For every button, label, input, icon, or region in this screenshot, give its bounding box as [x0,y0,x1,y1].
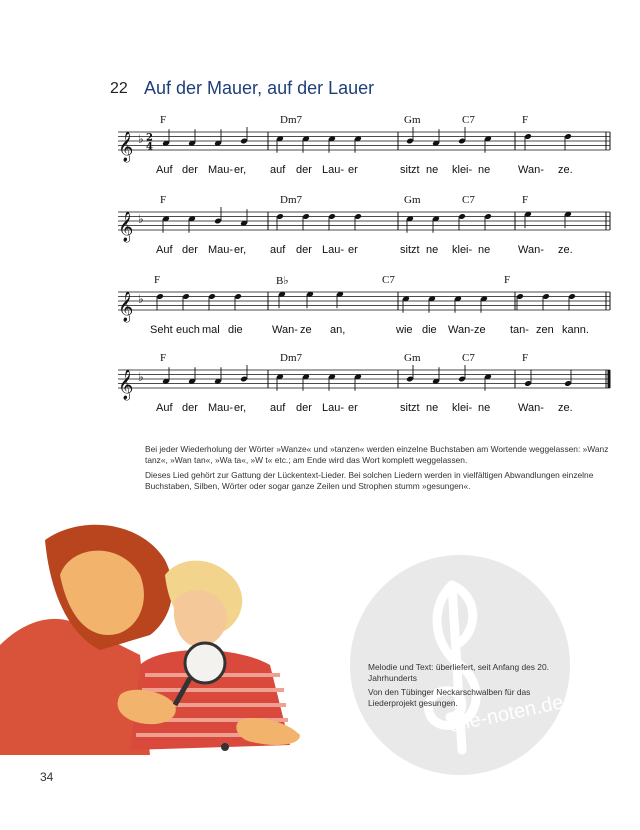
illustration-woman-child-magnifier [0,515,320,765]
song-title: Auf der Mauer, auf der Lauer [144,78,375,98]
lyric-syllable: die [228,324,243,336]
song-number: 22 [110,80,128,97]
lyric-syllable: klei- [452,244,473,256]
lyric-syllable: tan- [510,324,529,336]
lyric-syllable: zen [536,324,554,336]
lyric-syllable: Wan- [518,244,544,256]
chord-symbol: F [522,194,529,206]
lyric-syllable: Wan- [518,402,544,414]
lyric-syllable: Lau- [322,164,345,176]
music-system-1 [118,114,610,188]
treble-clef: 𝄞 [118,370,134,400]
lyric-syllable: er [348,164,358,176]
lyric-syllable: ze. [558,402,573,414]
genre-note: Dieses Lied gehört zur Gattung der Lückentext-Lieder. Bei solchen Liedern werden in vielfältigen Abwandlungen einzelne Buchstaben, Silben, Wörter oder sogar ganze Zeilen und Strophen stumm »gesungen«. [145,470,594,491]
chord-symbol: C7 [462,114,475,126]
lyric-syllable: Lau- [322,402,345,414]
lyric-syllable: klei- [452,164,473,176]
lyric-syllable: ne [426,164,439,176]
lyric-syllable: ze [474,324,486,336]
lyric-syllable: der [296,402,312,414]
lyric-syllable: Lau- [322,244,345,256]
chord-symbol: B♭ [276,275,289,287]
lyric-syllable: sitzt [400,402,420,414]
lyric-syllable: der [296,164,312,176]
lyric-syllable: wie [396,324,413,336]
lyric-syllable: er [348,402,358,414]
chord-symbol: F [160,114,167,126]
chord-symbol: F [154,274,161,286]
lyric-syllable: auf [270,164,286,176]
lyric-syllable: Wan- [272,324,298,336]
key-flat: ♭ [138,292,144,306]
lyric-syllable: euch [176,324,200,336]
chord-symbol: Dm7 [280,194,302,206]
lyric-syllable: Seht [150,324,173,336]
lyric-syllable: ne [478,244,491,256]
credits-performers: Von den Tübinger Neckarschwalben für das Liederprojekt gesungen. [368,687,531,708]
chord-symbol: F [522,114,529,126]
lyric-syllable: Auf [156,164,173,176]
staff [118,356,610,400]
lyric-syllable: Auf [156,402,173,414]
chord-symbol: C7 [462,352,475,364]
lyric-syllable: sitzt [400,244,420,256]
chord-symbol: F [504,274,511,286]
lyric-syllable: die [422,324,437,336]
lyric-syllable: ze [300,324,312,336]
lyric-syllable: ze. [558,244,573,256]
staff [118,198,610,242]
chord-symbol: Dm7 [280,114,302,126]
lyric-syllable: der [182,244,198,256]
performance-note: Bei jeder Wiederholung der Wörter »Wanze« und »tanzen« werden einzelne Buchstaben am Wortende weggelassen: »Wanz tanz«, »Wan tan«, »Wa ta«, »W t« etc.; am Ende wird das Wort komplett weggelassen. [145,444,609,465]
lyric-syllable: ne [478,164,491,176]
lyric-syllable: Mau- [208,402,234,414]
lyric-syllable: auf [270,402,286,414]
key-flat: ♭ [138,132,144,146]
lyric-syllable: ne [426,402,439,414]
lyric-syllable: der [182,402,198,414]
chord-symbol: F [160,352,167,364]
chord-symbol: F [522,352,529,364]
staff [118,278,610,322]
lyric-syllable: Mau- [208,164,234,176]
music-system-2 [118,194,610,268]
chord-symbol: F [160,194,167,206]
treble-clef: 𝄞 [118,292,134,322]
lyric-syllable: er, [234,244,247,256]
lyric-syllable: an, [330,324,346,336]
music-system-3 [118,274,610,348]
watermark-text: alle-noten.de [447,691,566,737]
chord-symbol: C7 [462,194,475,206]
lyric-syllable: er [348,244,358,256]
music-system-4 [118,352,610,426]
chord-symbol: Gm [404,352,421,364]
chord-symbol: Gm [404,194,421,206]
credits-origin: Melodie und Text: überliefert, seit Anfang des 20. Jahrhunderts [368,662,549,683]
lyric-syllable: ze. [558,164,573,176]
time-signature-bottom: 4 [146,141,153,153]
chord-symbol: C7 [382,274,395,286]
lyric-syllable: der [296,244,312,256]
staff [118,118,610,162]
key-flat: ♭ [138,370,144,384]
page-number: 34 [40,770,54,784]
treble-clef: 𝄞 [118,212,134,242]
lyric-syllable: kann. [562,324,589,336]
chord-symbol: Dm7 [280,352,302,364]
lyric-syllable: Auf [156,244,173,256]
lyric-syllable: Wan- [518,164,544,176]
lyric-syllable: er, [234,164,247,176]
lyric-syllable: Wan- [448,324,474,336]
lyric-syllable: mal [202,324,220,336]
chord-symbol: Gm [404,114,421,126]
treble-clef: 𝄞 [118,132,134,162]
lyric-syllable: ne [426,244,439,256]
lyric-syllable: sitzt [400,164,420,176]
key-flat: ♭ [138,212,144,226]
lyric-syllable: der [182,164,198,176]
lyric-syllable: Mau- [208,244,234,256]
lyric-syllable: auf [270,244,286,256]
lyric-syllable: klei- [452,402,473,414]
time-signature-top: 2 [146,132,153,144]
lyric-syllable: ne [478,402,491,414]
lyric-syllable: er, [234,402,247,414]
